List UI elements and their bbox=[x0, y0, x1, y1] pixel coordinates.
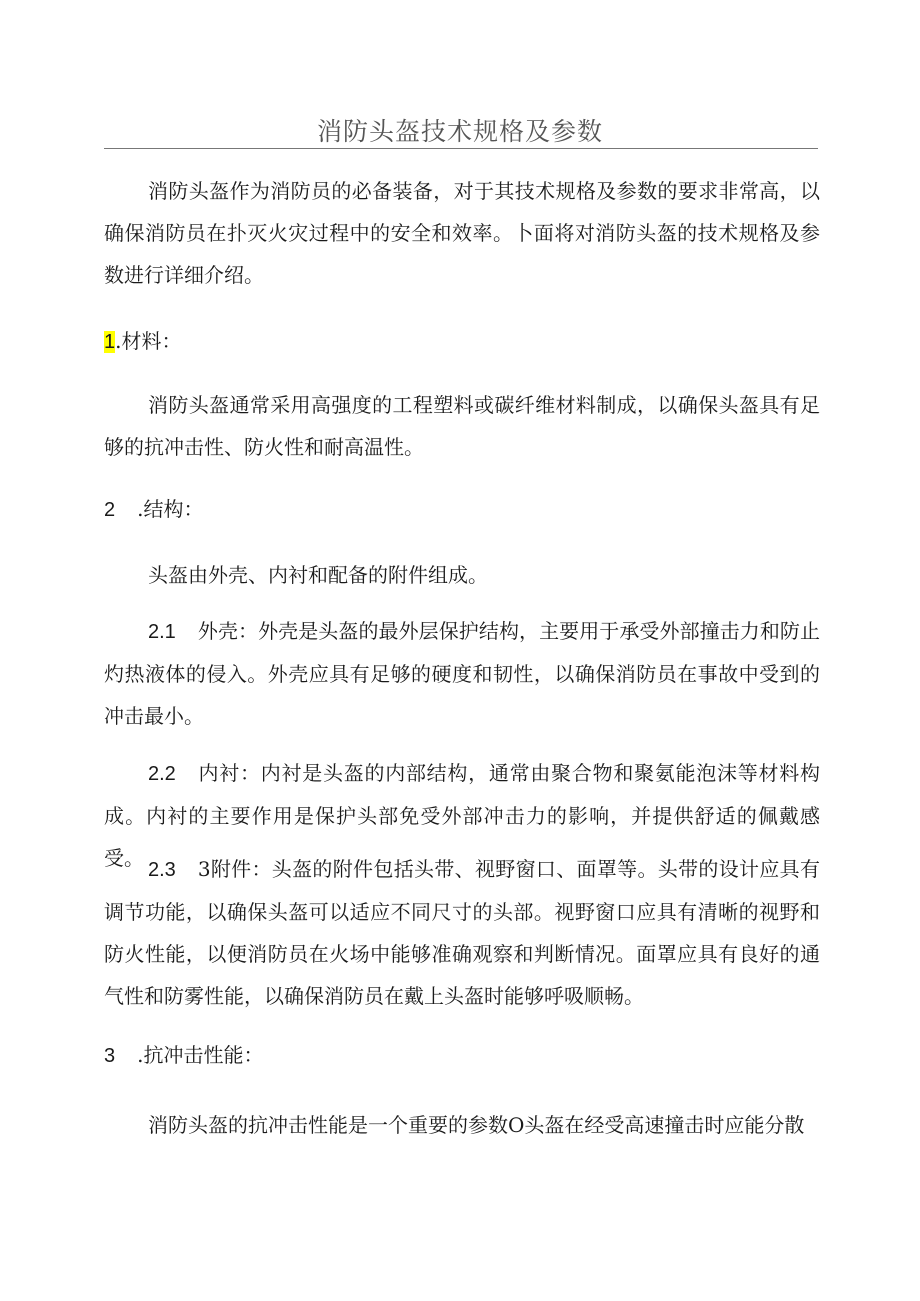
section-1-heading bbox=[104, 320, 820, 363]
subsection-2-3-text: 3附件：头盔的附件包括头带、视野窗口、面罩等。头带的设计应具有调节功能，以确保头盔可以适应不同尺寸的头部。视野窗口应具有清晰的视野和防火性能，以便消防员在火场中能够准确观察和判断情况。面罩应具有良好的通气性和防雾性能，以确保消防员在戴上头盔时能够呼吸顺畅。 bbox=[104, 857, 820, 1008]
document-title: 消防头盔技术规格及参数 bbox=[316, 117, 603, 146]
subsection-2-2-number: 2.2 bbox=[148, 763, 176, 785]
section-1-title: .材料： bbox=[115, 329, 182, 353]
section-3-heading bbox=[104, 1034, 820, 1077]
subsection-2-1 bbox=[104, 610, 820, 737]
section-2-title: .结构： bbox=[137, 497, 204, 521]
section-3-title: .抗冲击性能： bbox=[137, 1043, 264, 1067]
section-2-heading bbox=[104, 488, 820, 531]
title-underline bbox=[104, 148, 818, 149]
section-3-body: 消防头盔的抗冲击性能是一个重要的参数O头盔在经受高速撞击时应能分散 bbox=[148, 1113, 805, 1137]
section-3-number: 3 bbox=[104, 1045, 116, 1067]
intro-paragraph: 消防头盔作为消防员的必备装备，对于其技术规格及参数的要求非常高，以确保消防员在扑灭火灾过程中的安全和效率。卜面将对消防头盔的技术规格及参数进行详细介绍。 bbox=[104, 179, 820, 287]
section-1-number: 1 bbox=[104, 331, 116, 353]
subsection-2-2-text: 内衬：内衬是头盔的内部结构，通常由聚合物和聚氨能泡沫等材料构成。内衬的主要作用是保护头部免受外部冲击力的影响，并提供舒适的佩戴感受。 bbox=[104, 761, 820, 870]
subsection-2-3 bbox=[104, 848, 820, 1017]
subsection-2-1-text: 外壳：外壳是头盔的最外层保护结构，主要用于承受外部撞击力和防止灼热液体的侵入。外壳应具有足够的硬度和韧性，以确保消防员在事故中受到的冲击最小。 bbox=[104, 619, 820, 728]
section-1-body: 消防头盔通常采用高强度的工程塑料或碳纤维材料制成，以确保头盔具有足够的抗冲击性、防火性和耐高温性。 bbox=[104, 393, 820, 459]
subsection-2-3-number: 2.3 bbox=[148, 859, 176, 881]
section-2-number: 2 bbox=[104, 499, 116, 521]
section-2-body: 头盔由外壳、内衬和配备的附件组成。 bbox=[148, 563, 488, 587]
subsection-2-1-number: 2.1 bbox=[148, 621, 176, 643]
